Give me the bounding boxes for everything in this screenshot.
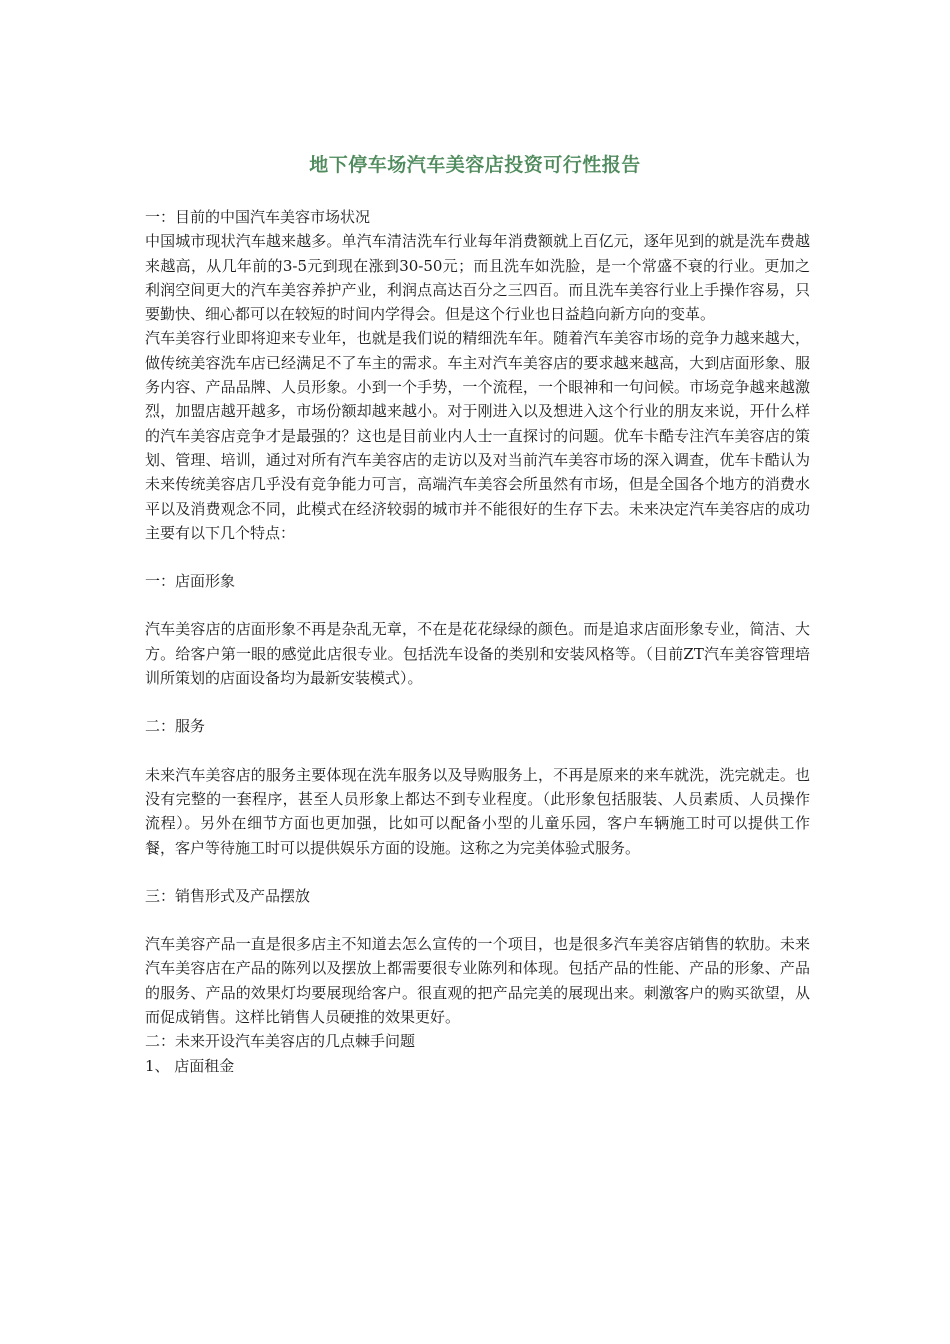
section-heading-problems: 二：未来开设汽车美容店的几点棘手问题 [145, 1032, 416, 1051]
paragraph-store-image: 汽车美容店的店面形象不再是杂乱无章，不在是花花绿绿的颜色。而是追求店面形象专业，简洁、大方。给客户第一眼的感觉此店很专业。包括洗车设备的类别和安装风格等。（目前ZT汽车美容管理培训所策划的店面设备均为最新安装模式）。 [145, 620, 810, 688]
list-item-rent: 1、 店面租金 [145, 1056, 235, 1075]
paragraph-service: 未来汽车美容店的服务主要体现在洗车服务以及导购服务上，不再是原来的来车就洗，洗完就走。也没有完整的一套程序，甚至人员形象上都达不到专业程度。（此形象包括服装、人员素质、人员操作流程）。另外在细节方面也更加强，比如可以配备小型的儿童乐园，客户车辆施工时可以提供工作餐，客户等待施工时可以提供娱乐方面的设施。这称之为完美体验式服务。 [145, 765, 810, 857]
paragraph-industry-trend: 汽车美容行业即将迎来专业年，也就是我们说的精细洗车年。随着汽车美容市场的竞争力越来越大，做传统美容洗车店已经满足不了车主的需求。车主对汽车美容店的要求越来越高，大到店面形象、服务内容、产品品牌、人员形象。小到一个手势，一个流程，一个眼神和一句问候。市场竞争越来越激烈，加盟店越开越多，市场份额却越来越小。对于刚进入以及想进入这个行业的朋友来说，开什么样的汽车美容店竞争才是最强的？这也是目前业内人士一直探讨的问题。优车卡酷专注汽车美容店的策划、管理、培训，通过对所有汽车美容店的走访以及对当前汽车美容市场的深入调查，优车卡酷认为未来传统美容店几乎没有竞争能力可言，高端汽车美容会所虽然有市场，但是全国各个地方的消费水平以及消费观念不同，此模式在经济较弱的城市并不能很好的生存下去。未来决定汽车美容店的成功主要有以下几个特点： [145, 329, 810, 542]
document-title: 地下停车场汽车美容店投资可行性报告 [309, 154, 641, 176]
paragraph-sales: 汽车美容产品一直是很多店主不知道去怎么宣传的一个项目，也是很多汽车美容店销售的软肋。未来汽车美容店在产品的陈列以及摆放上都需要很专业陈列和体现。包括产品的性能、产品的形象、产品的服务、产品的效果灯均要展现给客户。很直观的把产品完美的展现出来。刺激客户的购买欲望，从而促成销售。这样比销售人员硬推的效果更好。 [145, 935, 810, 1027]
paragraph-market-overview: 中国城市现状汽车越来越多。单汽车清洁洗车行业每年消费额就上百亿元，逐年见到的就是洗车费越来越高，从几年前的3-5元到现在涨到30-50元；而且洗车如洗脸，是一个常盛不衰的行业。更加之利润空间更大的汽车美容养护产业，利润点高达百分之三四百。而且洗车美容行业上手操作容易，只要勤快、细心都可以在较短的时间内学得会。但是这个行业也日益趋向新方向的变革。 [145, 232, 810, 324]
section-heading-sales: 三：销售形式及产品摆放 [145, 886, 311, 905]
section-heading-store-image: 一：店面形象 [145, 572, 236, 591]
document-body [145, 205, 810, 1078]
section-heading-market-status: 一：目前的中国汽车美容市场状况 [145, 208, 371, 226]
section-heading-service: 二：服务 [145, 717, 206, 736]
